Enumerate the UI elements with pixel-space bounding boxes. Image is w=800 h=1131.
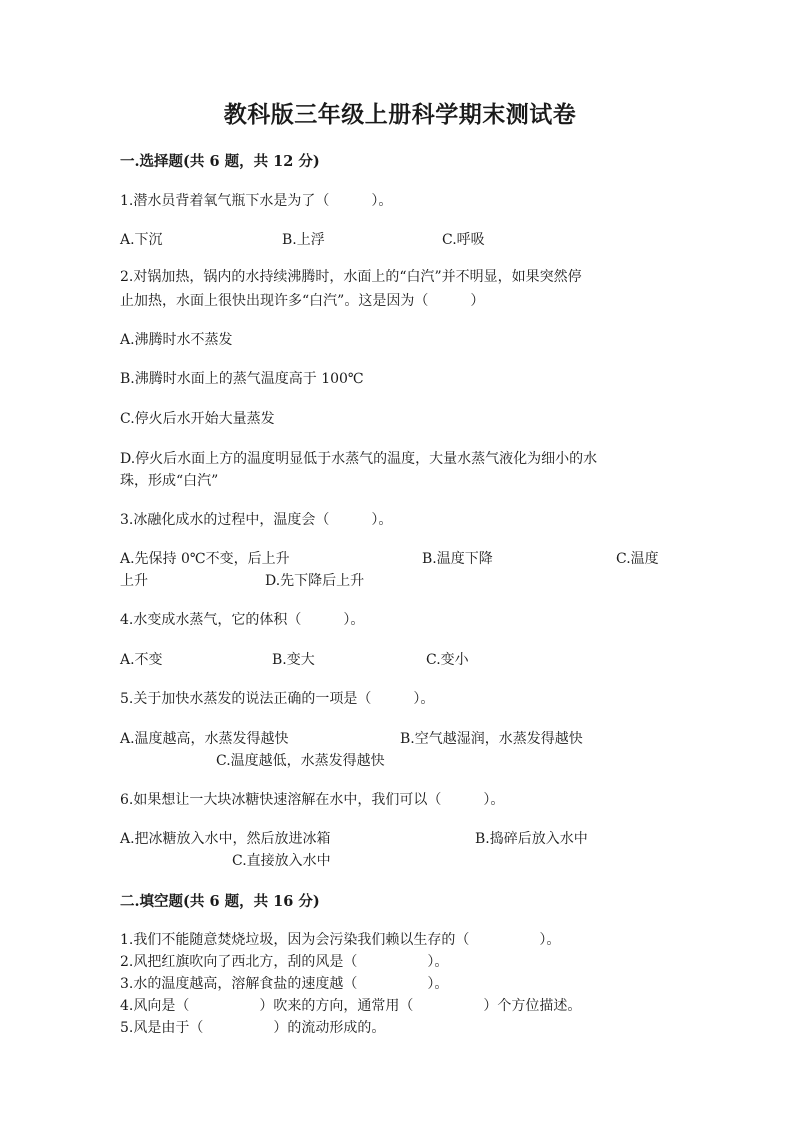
question-3-option-d: D.先下降后上升	[265, 573, 365, 589]
question-3-option-a: A.先保持 0℃不变，后上升	[120, 551, 290, 567]
question-2-stem-line1: 2.对锅加热，锅内的水持续沸腾时，水面上的“白汽”并不明显，如果突然停	[120, 269, 582, 285]
question-6-stem: 6.如果想让一大块冰糖快速溶解在水中，我们可以（ ）。	[120, 792, 505, 808]
question-4-option-c: C.变小	[426, 652, 469, 668]
question-4-option-b: B.变大	[272, 652, 315, 668]
question-2-option-b: B.沸腾时水面上的蒸气温度高于 100℃	[120, 371, 364, 387]
fill-blank-item-2: 2.风把红旗吹向了西北方，刮的风是（ ）。	[120, 954, 449, 970]
question-6-option-b: B.捣碎后放入水中	[475, 831, 588, 847]
question-4-stem: 4.水变成水蒸气，它的体积（ ）。	[120, 612, 365, 628]
question-5-option-a: A.温度越高，水蒸发得越快	[120, 731, 289, 747]
page-title: 教科版三年级上册科学期末测试卷	[223, 101, 577, 128]
question-6-option-a: A.把冰糖放入水中，然后放进冰箱	[120, 831, 331, 847]
question-5-option-c: C.温度越低，水蒸发得越快	[216, 753, 385, 769]
question-4-option-a: A.不变	[120, 652, 163, 668]
question-2-option-d-line1: D.停火后水面上方的温度明显低于水蒸气的温度，大量水蒸气液化为细小的水	[120, 451, 598, 467]
question-2-option-d-line2: 珠，形成“白汽”	[120, 473, 219, 489]
question-3-option-b: B.温度下降	[422, 551, 493, 567]
section-heading-choice: 一.选择题(共 6 题，共 12 分)	[120, 153, 320, 170]
question-5-stem: 5.关于加快水蒸发的说法正确的一项是（ ）。	[120, 691, 435, 707]
fill-blank-item-4: 4.风向是（ ）吹来的方向，通常用（ ）个方位描述。	[120, 998, 582, 1014]
question-2-stem-line2: 止加热，水面上很快出现许多“白汽”。这是因为（ ）	[120, 293, 485, 309]
question-3-stem: 3.冰融化成水的过程中，温度会（ ）。	[120, 512, 393, 528]
question-1-option-c: C.呼吸	[442, 232, 485, 248]
question-3-option-c: C.温度	[616, 551, 659, 567]
fill-blank-item-3: 3.水的温度越高，溶解食盐的速度越（ ）。	[120, 976, 449, 992]
question-1-option-a: A.下沉	[120, 232, 163, 248]
question-5-option-b: B.空气越湿润，水蒸发得越快	[400, 731, 583, 747]
question-2-option-a: A.沸腾时水不蒸发	[120, 332, 233, 348]
question-2-option-c: C.停火后水开始大量蒸发	[120, 411, 275, 427]
fill-blank-item-1: 1.我们不能随意焚烧垃圾，因为会污染我们赖以生存的（ ）。	[120, 932, 561, 948]
question-1-stem: 1.潜水员背着氧气瓶下水是为了（ ）。	[120, 193, 393, 209]
question-3-option-c-continued: 上升	[120, 573, 148, 589]
fill-blank-item-5: 5.风是由于（ ）的流动形成的。	[120, 1020, 386, 1036]
question-6-option-c: C.直接放入水中	[232, 853, 331, 869]
question-1-option-b: B.上浮	[282, 232, 325, 248]
section-heading-fill-blank: 二.填空题(共 6 题，共 16 分)	[120, 893, 320, 910]
